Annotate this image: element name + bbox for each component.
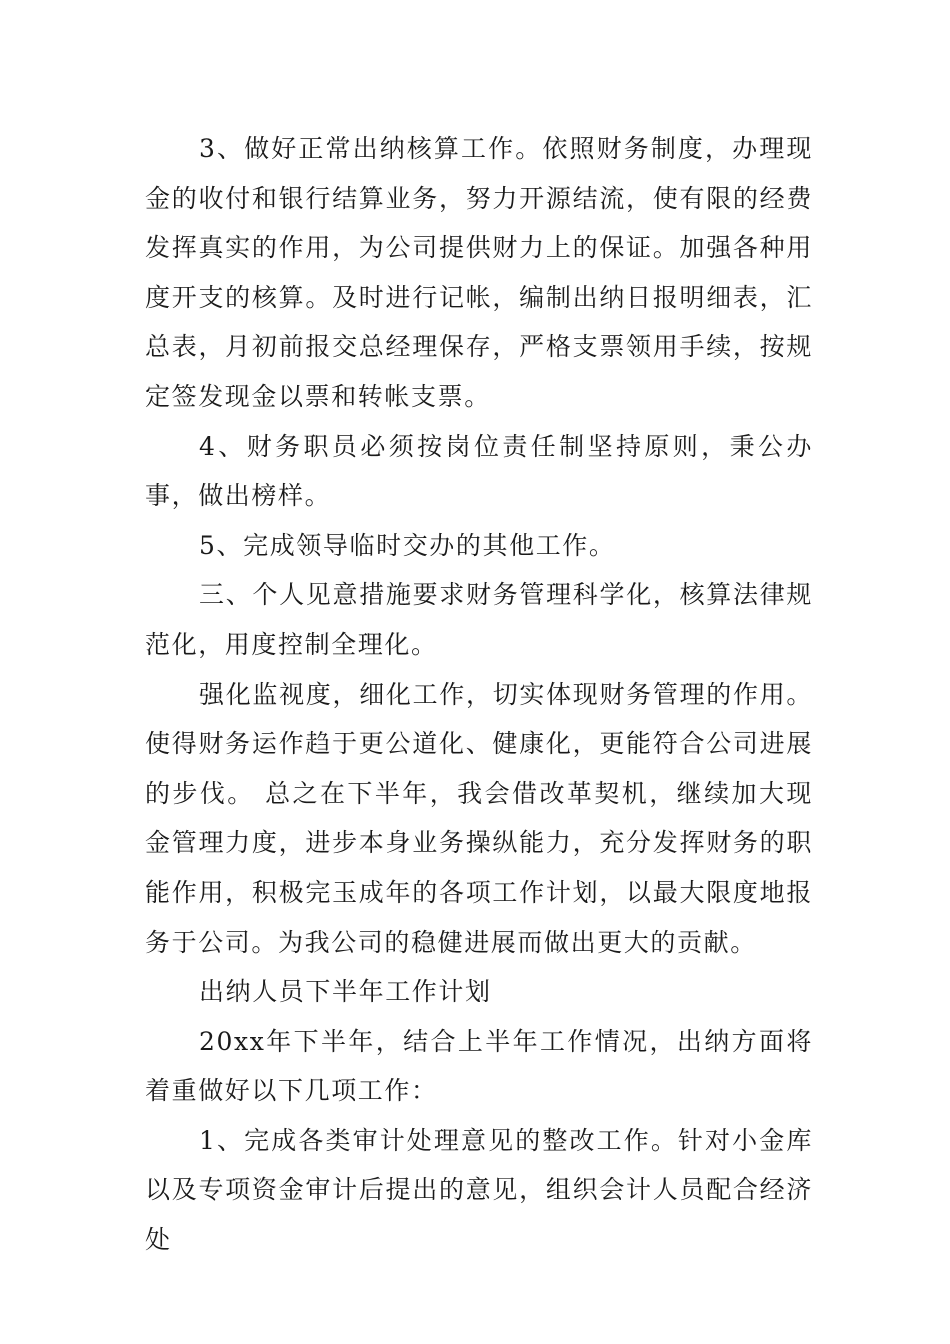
document-body — [145, 124, 813, 1265]
paragraph-section-three: 三、个人见意措施要求财务管理科学化，核算法律规范化，用度控制全理化。 — [145, 580, 813, 659]
paragraph-strengthen-supervision: 强化监视度，细化工作，切实体现财务管理的作用。使得财务运作趋于更公道化、健康化，更能符合公司进展的步伐。 总之在下半年，我会借改革契机，继续加大现金管理力度，进步本身业务操纵能力，充分发挥财务的职能作用，积极完玉成年的各项工作计划，以最大限度地报务于公司。为我公司的稳健进展而做出更大的贡献。 — [145, 679, 813, 957]
paragraph-audit-rectification: 1、完成各类审计处理意见的整改工作。针对小金库以及专项资金审计后提出的意见，组织会计人员配合经济处 — [145, 1125, 813, 1255]
paragraph-cashier-accounting: 3、做好正常出纳核算工作。依照财务制度，办理现金的收付和银行结算业务，努力开源结流，使有限的经费发挥真实的作用，为公司提供财力上的保证。加强各种用度开支的核算。及时进行记帐，编制出纳日报明细表，汇总表，月初前报交总经理保存，严格支票领用手续，按规定签发现金以票和转帐支票。 — [145, 134, 813, 411]
paragraph-finance-staff-duty: 4、财务职员必须按岗位责任制坚持原则，秉公办事，做出榜样。 — [145, 431, 813, 511]
paragraph-other-tasks: 5、完成领导临时交办的其他工作。 — [199, 530, 616, 560]
section-heading: 出纳人员下半年工作计划 — [199, 977, 492, 1007]
paragraph-second-half-intro: 20xx年下半年，结合上半年工作情况，出纳方面将着重做好以下几项工作： — [145, 1026, 813, 1106]
